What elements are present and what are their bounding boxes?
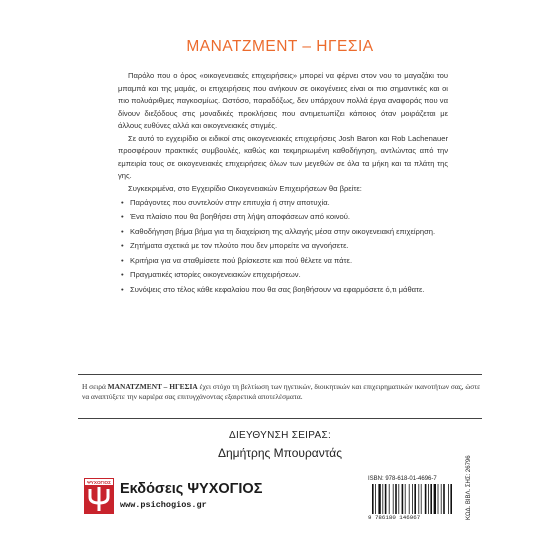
- blurb-intro: Συγκεκριμένα, στο Εγχειρίδιο Οικογενειακών Επιχειρήσεων θα βρείτε:: [128, 183, 362, 193]
- barcode-bars: [368, 484, 458, 514]
- list-item: • Κριτήρια για να σταθμίσετε πού βρίσκεστε και πού θέλετε να πάτε.: [118, 255, 448, 268]
- divider-bottom: [78, 418, 482, 419]
- divider-top: [78, 374, 482, 375]
- isbn-label: ISBN: 978-618-01-4696-7: [368, 476, 437, 482]
- list-item: • Καθοδήγηση βήμα βήμα για τη διαχείριση της αλλαγής μέσα στην οικογενειακή επιχείρηση.: [118, 226, 448, 239]
- series-title: ΜΑΝΑΤΖΜΕΝΤ – ΗΓΕΣΙΑ: [186, 38, 374, 55]
- blurb-paragraph-1: Παρόλο που ο όρος «οικογενειακές επιχειρήσεις» μπορεί να φέρνει στον νου το μαγαζάκι του μπαμπά και της μαμάς, οι επιχειρήσεις που ανήκουν σε οικογένειες είναι οι πιο σημαντικές και οι πιο πολυάριθμες παγκοσμίως. Ωστόσο, παραδόξως, δεν υπάρχουν πολλά έργα αναφοράς που να δίνουν διεξόδους στις μοναδικές προκλήσεις που αντιμετωπίζει κάποιος όταν μοιράζεται με άλλους ευθύνες αλλά και οικογενειακές στιγμές.: [118, 71, 448, 130]
- publisher-url: www.psichogios.gr: [120, 500, 207, 510]
- list-item: • Ένα πλαίσιο που θα βοηθήσει στη λήψη αποφάσεων από κοινού.: [118, 211, 448, 224]
- logo-text: ΨΥΧΟΓΙΟΣ: [87, 479, 111, 485]
- list-item: • Συνόψεις στο τέλος κάθε κεφαλαίου που θα σας βοηθήσουν να εφαρμόσετε ό,τι μάθατε.: [118, 284, 448, 297]
- series-note-suffix: έχει στόχο τη βελτίωση των ηγετικών, διοικητικών και επιχειρηματικών ικανοτήτων σας, ώστε να αναπτύξετε την καριέρα σας επιτυγχάνοντας εξαιρετικά αποτελέσματα.: [82, 382, 481, 401]
- series-note: [82, 382, 482, 402]
- series-note-name: ΜΑΝΑΤΖΜΕΝΤ – ΗΓΕΣΙΑ: [107, 382, 198, 391]
- list-item: • Παράγοντες που συντελούν στην επιτυχία ή στην αποτυχία.: [118, 197, 448, 210]
- barcode: [368, 476, 458, 522]
- editor-label: ΔΙΕΥΘΥΝΣΗ ΣΕΙΡΑΣ:: [228, 430, 332, 441]
- blurb-paragraph-2: Σε αυτό το εγχειρίδιο οι ειδικοί στις οικογενειακές επιχειρήσεις Josh Baron και Rob Lachenauer προσφέρουν πρακτικές συμβουλές, καθώς και τεκμηριωμένη καθοδήγηση, αντλώντας από την εμπειρία τους σε οικογενειακές επιχειρήσεις όλων των μεγεθών σε όλα τα μήκη και τα πλάτη της γης.: [118, 133, 448, 180]
- blurb: [118, 70, 448, 298]
- publisher-name: Εκδόσεις ΨΥΧΟΓΙΟΣ: [120, 481, 263, 497]
- book-code: ΚΩΔ. ΒΙΒΛ. ΣΗΣ: 26796: [466, 455, 472, 520]
- series-note-prefix: Η σειρά: [82, 382, 108, 391]
- editor-name: Δημήτρης Μπουραντάς: [217, 446, 343, 460]
- barcode-digits: 9 786180 146967: [368, 514, 421, 521]
- list-item: • Ζητήματα σχετικά με τον πλούτο που δεν μπορείτε να αγνοήσετε.: [118, 240, 448, 253]
- list-item: • Πραγματικές ιστορίες οικογενειακών επιχειρήσεων.: [118, 269, 448, 282]
- psi-logo-icon: [84, 478, 114, 514]
- feature-list: [118, 197, 448, 297]
- publisher-logo: [84, 478, 284, 518]
